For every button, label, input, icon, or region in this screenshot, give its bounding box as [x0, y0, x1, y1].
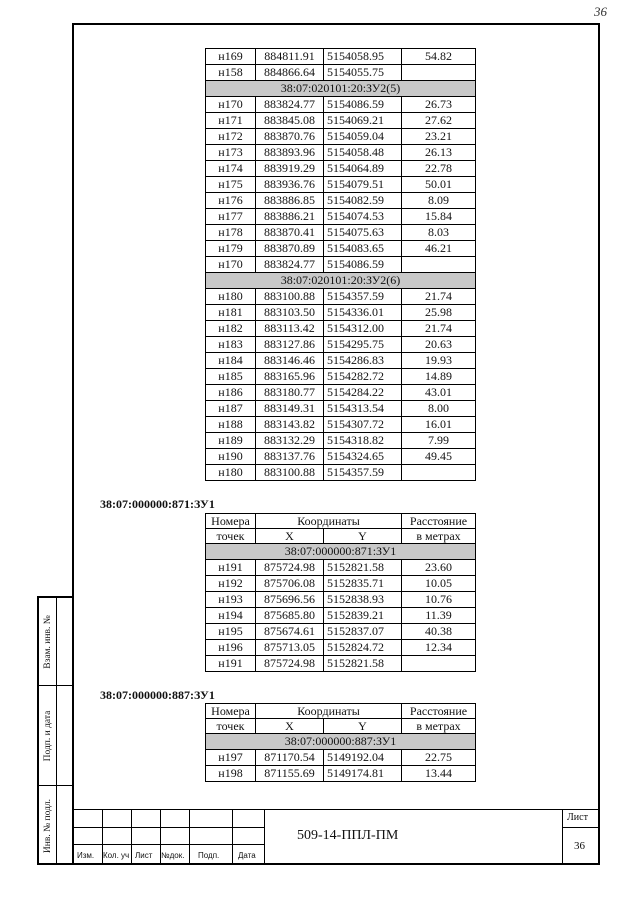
- table-row: [206, 640, 476, 656]
- table-cell: 5154059.04: [324, 129, 402, 145]
- table-cell: 5154082.59: [324, 193, 402, 209]
- table-cell: 11.39: [402, 608, 476, 624]
- side-label-podp: Подп. и дата: [42, 710, 53, 761]
- table-row: [206, 433, 476, 449]
- table-cell: н174: [206, 161, 256, 177]
- table-cell: 883870.89: [256, 241, 324, 257]
- table-cell: н189: [206, 433, 256, 449]
- table-row: [206, 766, 476, 782]
- table-cell: 5152839.21: [324, 608, 402, 624]
- table-cell: н179: [206, 241, 256, 257]
- table-cell: в метрах: [402, 529, 476, 544]
- table-cell: н190: [206, 449, 256, 465]
- side-cell-vzam: [39, 598, 74, 686]
- table-row: [206, 129, 476, 145]
- table-row: [206, 145, 476, 161]
- table-cell: Координаты: [256, 704, 402, 719]
- table-cell: Номера: [206, 514, 256, 529]
- table-cell: 883824.77: [256, 97, 324, 113]
- table-cell: 13.44: [402, 766, 476, 782]
- table-cell: 12.34: [402, 640, 476, 656]
- document-code: 509-14-ППЛ-ПМ: [297, 828, 399, 843]
- table-cell: 21.74: [402, 289, 476, 305]
- table-cell: 15.84: [402, 209, 476, 225]
- table-row: [206, 401, 476, 417]
- table-cell: 23.60: [402, 560, 476, 576]
- table-cell: 883149.31: [256, 401, 324, 417]
- tb-col-data: Дата: [238, 851, 256, 860]
- table-row: [206, 65, 476, 81]
- table-cell: 54.82: [402, 49, 476, 65]
- table-cell: 5154318.82: [324, 433, 402, 449]
- table-cell: н196: [206, 640, 256, 656]
- table-cell: 21.74: [402, 321, 476, 337]
- table-cell: 5154058.48: [324, 145, 402, 161]
- table-cell: 5152821.58: [324, 560, 402, 576]
- table-cell: 5152824.72: [324, 640, 402, 656]
- table-cell: 5154282.72: [324, 369, 402, 385]
- table-cell: 5152838.93: [324, 592, 402, 608]
- table-cell: 8.03: [402, 225, 476, 241]
- table-cell: 27.62: [402, 113, 476, 129]
- table-row: [206, 750, 476, 766]
- table-cell: 883180.77: [256, 385, 324, 401]
- section-label: 38:07:000000:887:ЗУ1: [206, 734, 476, 750]
- table-cell: 5149192.04: [324, 750, 402, 766]
- table-cell: 875685.80: [256, 608, 324, 624]
- table-row: [206, 337, 476, 353]
- table-cell: 884811.91: [256, 49, 324, 65]
- table-cell: 883845.08: [256, 113, 324, 129]
- table-row: [206, 257, 476, 273]
- table-cell: 14.89: [402, 369, 476, 385]
- table-cell: н185: [206, 369, 256, 385]
- table-row: [206, 465, 476, 481]
- section-row: [206, 544, 476, 560]
- table-cell: Координаты: [256, 514, 402, 529]
- table-cell: 883132.29: [256, 433, 324, 449]
- table-cell: 5154074.53: [324, 209, 402, 225]
- table-cell: 875724.98: [256, 656, 324, 672]
- table-row: [206, 385, 476, 401]
- table-row: [206, 209, 476, 225]
- section-label: 38:07:000000:871:ЗУ1: [206, 544, 476, 560]
- section-row: [206, 273, 476, 289]
- table-cell: [402, 465, 476, 481]
- table-cell: 5152835.71: [324, 576, 402, 592]
- table-row: [206, 321, 476, 337]
- table-cell: н176: [206, 193, 256, 209]
- table-cell: н192: [206, 576, 256, 592]
- table-cell: 5154307.72: [324, 417, 402, 433]
- table-cell: [402, 65, 476, 81]
- table-cell: 22.78: [402, 161, 476, 177]
- coordinates-table-zu2: [205, 48, 476, 481]
- table-cell: Номера: [206, 704, 256, 719]
- table-cell: 10.05: [402, 576, 476, 592]
- table-row: [206, 113, 476, 129]
- table-cell: 19.93: [402, 353, 476, 369]
- table-cell: 8.09: [402, 193, 476, 209]
- table-cell: н158: [206, 65, 256, 81]
- table-row: [206, 576, 476, 592]
- table-cell: 871155.69: [256, 766, 324, 782]
- table-cell: н180: [206, 465, 256, 481]
- table-cell: 875696.56: [256, 592, 324, 608]
- table-cell: 5154357.59: [324, 289, 402, 305]
- table-cell: 871170.54: [256, 750, 324, 766]
- table-row: [206, 656, 476, 672]
- table-cell: н191: [206, 656, 256, 672]
- table-cell: н170: [206, 97, 256, 113]
- table-cell: 5154357.59: [324, 465, 402, 481]
- table-cell: 5154313.54: [324, 401, 402, 417]
- table-cell: 26.73: [402, 97, 476, 113]
- table-cell: 5154075.63: [324, 225, 402, 241]
- table-cell: 883870.76: [256, 129, 324, 145]
- table-cell: н177: [206, 209, 256, 225]
- table-row: [206, 449, 476, 465]
- table-row: [206, 369, 476, 385]
- table-cell: 884866.64: [256, 65, 324, 81]
- table-row: [206, 624, 476, 640]
- table-cell: 5154064.89: [324, 161, 402, 177]
- header-row: [206, 719, 476, 734]
- table-cell: 16.01: [402, 417, 476, 433]
- table-cell: 883893.96: [256, 145, 324, 161]
- tb-col-kol: Кол. уч: [103, 851, 130, 860]
- table-cell: н194: [206, 608, 256, 624]
- side-label-vzam: Взам. инв. №: [42, 614, 53, 669]
- table-cell: 20.63: [402, 337, 476, 353]
- table-row: [206, 560, 476, 576]
- table-cell: Расстояние: [402, 704, 476, 719]
- table-cell: 883127.86: [256, 337, 324, 353]
- table-cell: в метрах: [402, 719, 476, 734]
- table-cell: 26.13: [402, 145, 476, 161]
- header-row: [206, 704, 476, 719]
- sheet-label: Лист: [567, 812, 588, 823]
- section-title-887: 38:07:000000:887:ЗУ1: [100, 688, 215, 702]
- table-cell: 5154055.75: [324, 65, 402, 81]
- coordinates-table-887: [205, 703, 476, 782]
- table-row: [206, 177, 476, 193]
- table-cell: X: [256, 529, 324, 544]
- table-cell: н182: [206, 321, 256, 337]
- section-title-871: 38:07:000000:871:ЗУ1: [100, 497, 215, 511]
- table-cell: 875674.61: [256, 624, 324, 640]
- table-cell: 883100.88: [256, 465, 324, 481]
- table-cell: 43.01: [402, 385, 476, 401]
- table-cell: [402, 257, 476, 273]
- table-row: [206, 97, 476, 113]
- table-cell: 5154086.59: [324, 97, 402, 113]
- table-row: [206, 305, 476, 321]
- table-cell: Y: [324, 719, 402, 734]
- table-cell: 5152821.58: [324, 656, 402, 672]
- table-cell: н175: [206, 177, 256, 193]
- table-cell: 5154086.59: [324, 257, 402, 273]
- table-cell: 883886.21: [256, 209, 324, 225]
- table-cell: н178: [206, 225, 256, 241]
- table-cell: 5154284.22: [324, 385, 402, 401]
- table-cell: 7.99: [402, 433, 476, 449]
- table-cell: точек: [206, 719, 256, 734]
- table-row: [206, 417, 476, 433]
- table-cell: н191: [206, 560, 256, 576]
- table-cell: 883137.76: [256, 449, 324, 465]
- table-cell: 5154286.83: [324, 353, 402, 369]
- table-row: [206, 353, 476, 369]
- table-cell: н172: [206, 129, 256, 145]
- table-cell: 883824.77: [256, 257, 324, 273]
- table-cell: 25.98: [402, 305, 476, 321]
- table-row: [206, 225, 476, 241]
- table-cell: н180: [206, 289, 256, 305]
- header-row: [206, 529, 476, 544]
- table-cell: 5154058.95: [324, 49, 402, 65]
- table-cell: н171: [206, 113, 256, 129]
- table-row: [206, 289, 476, 305]
- table-row: [206, 608, 476, 624]
- handwritten-page-number: 36: [594, 4, 607, 19]
- table-cell: 5154324.65: [324, 449, 402, 465]
- table-row: [206, 161, 476, 177]
- table-cell: Y: [324, 529, 402, 544]
- table-row: [206, 49, 476, 65]
- table-cell: 883936.76: [256, 177, 324, 193]
- side-stamp-strip: [37, 596, 74, 865]
- table-cell: н184: [206, 353, 256, 369]
- table-cell: 883143.82: [256, 417, 324, 433]
- table-cell: 883146.46: [256, 353, 324, 369]
- table-cell: [402, 656, 476, 672]
- table-cell: 5154079.51: [324, 177, 402, 193]
- table-cell: н193: [206, 592, 256, 608]
- table-cell: н183: [206, 337, 256, 353]
- tb-col-ndok: №док.: [161, 851, 185, 860]
- table-cell: 875706.08: [256, 576, 324, 592]
- table-cell: 5149174.81: [324, 766, 402, 782]
- table-cell: 5154069.21: [324, 113, 402, 129]
- tb-col-list: Лист: [135, 851, 153, 860]
- coordinates-table-871: [205, 513, 476, 672]
- table-cell: X: [256, 719, 324, 734]
- table-cell: Расстояние: [402, 514, 476, 529]
- table-row: [206, 241, 476, 257]
- table-cell: 8.00: [402, 401, 476, 417]
- section-label: 38:07:020101:20:ЗУ2(6): [206, 273, 476, 289]
- table-cell: 5154295.75: [324, 337, 402, 353]
- table-cell: 875724.98: [256, 560, 324, 576]
- table-cell: 23.21: [402, 129, 476, 145]
- table-cell: н170: [206, 257, 256, 273]
- table-cell: 10.76: [402, 592, 476, 608]
- table-cell: н188: [206, 417, 256, 433]
- table-row: [206, 592, 476, 608]
- tb-col-izm: Изм.: [77, 851, 95, 860]
- table-cell: 875713.05: [256, 640, 324, 656]
- table-cell: 5152837.07: [324, 624, 402, 640]
- table-cell: 22.75: [402, 750, 476, 766]
- table-cell: точек: [206, 529, 256, 544]
- table-cell: 883870.41: [256, 225, 324, 241]
- table-cell: 883100.88: [256, 289, 324, 305]
- table-cell: н181: [206, 305, 256, 321]
- table-cell: н173: [206, 145, 256, 161]
- side-cell-inv: [39, 786, 74, 865]
- table-cell: 5154083.65: [324, 241, 402, 257]
- table-cell: 46.21: [402, 241, 476, 257]
- section-row: [206, 734, 476, 750]
- table-cell: 40.38: [402, 624, 476, 640]
- table-cell: н187: [206, 401, 256, 417]
- table-cell: 883165.96: [256, 369, 324, 385]
- table-cell: 49.45: [402, 449, 476, 465]
- table-row: [206, 193, 476, 209]
- table-cell: 5154312.00: [324, 321, 402, 337]
- table-cell: н169: [206, 49, 256, 65]
- sheet-number: 36: [574, 840, 585, 852]
- side-label-inv: Инв. № подл.: [42, 798, 53, 853]
- tb-col-podp: Подп.: [198, 851, 220, 860]
- table-cell: н197: [206, 750, 256, 766]
- table-cell: 50.01: [402, 177, 476, 193]
- section-row: [206, 81, 476, 97]
- table-cell: н186: [206, 385, 256, 401]
- table-cell: 883113.42: [256, 321, 324, 337]
- table-cell: 883103.50: [256, 305, 324, 321]
- section-label: 38:07:020101:20:ЗУ2(5): [206, 81, 476, 97]
- table-cell: 883919.29: [256, 161, 324, 177]
- header-row: [206, 514, 476, 529]
- table-cell: н195: [206, 624, 256, 640]
- side-cell-podp: [39, 686, 74, 786]
- table-cell: 883886.85: [256, 193, 324, 209]
- table-cell: 5154336.01: [324, 305, 402, 321]
- table-cell: н198: [206, 766, 256, 782]
